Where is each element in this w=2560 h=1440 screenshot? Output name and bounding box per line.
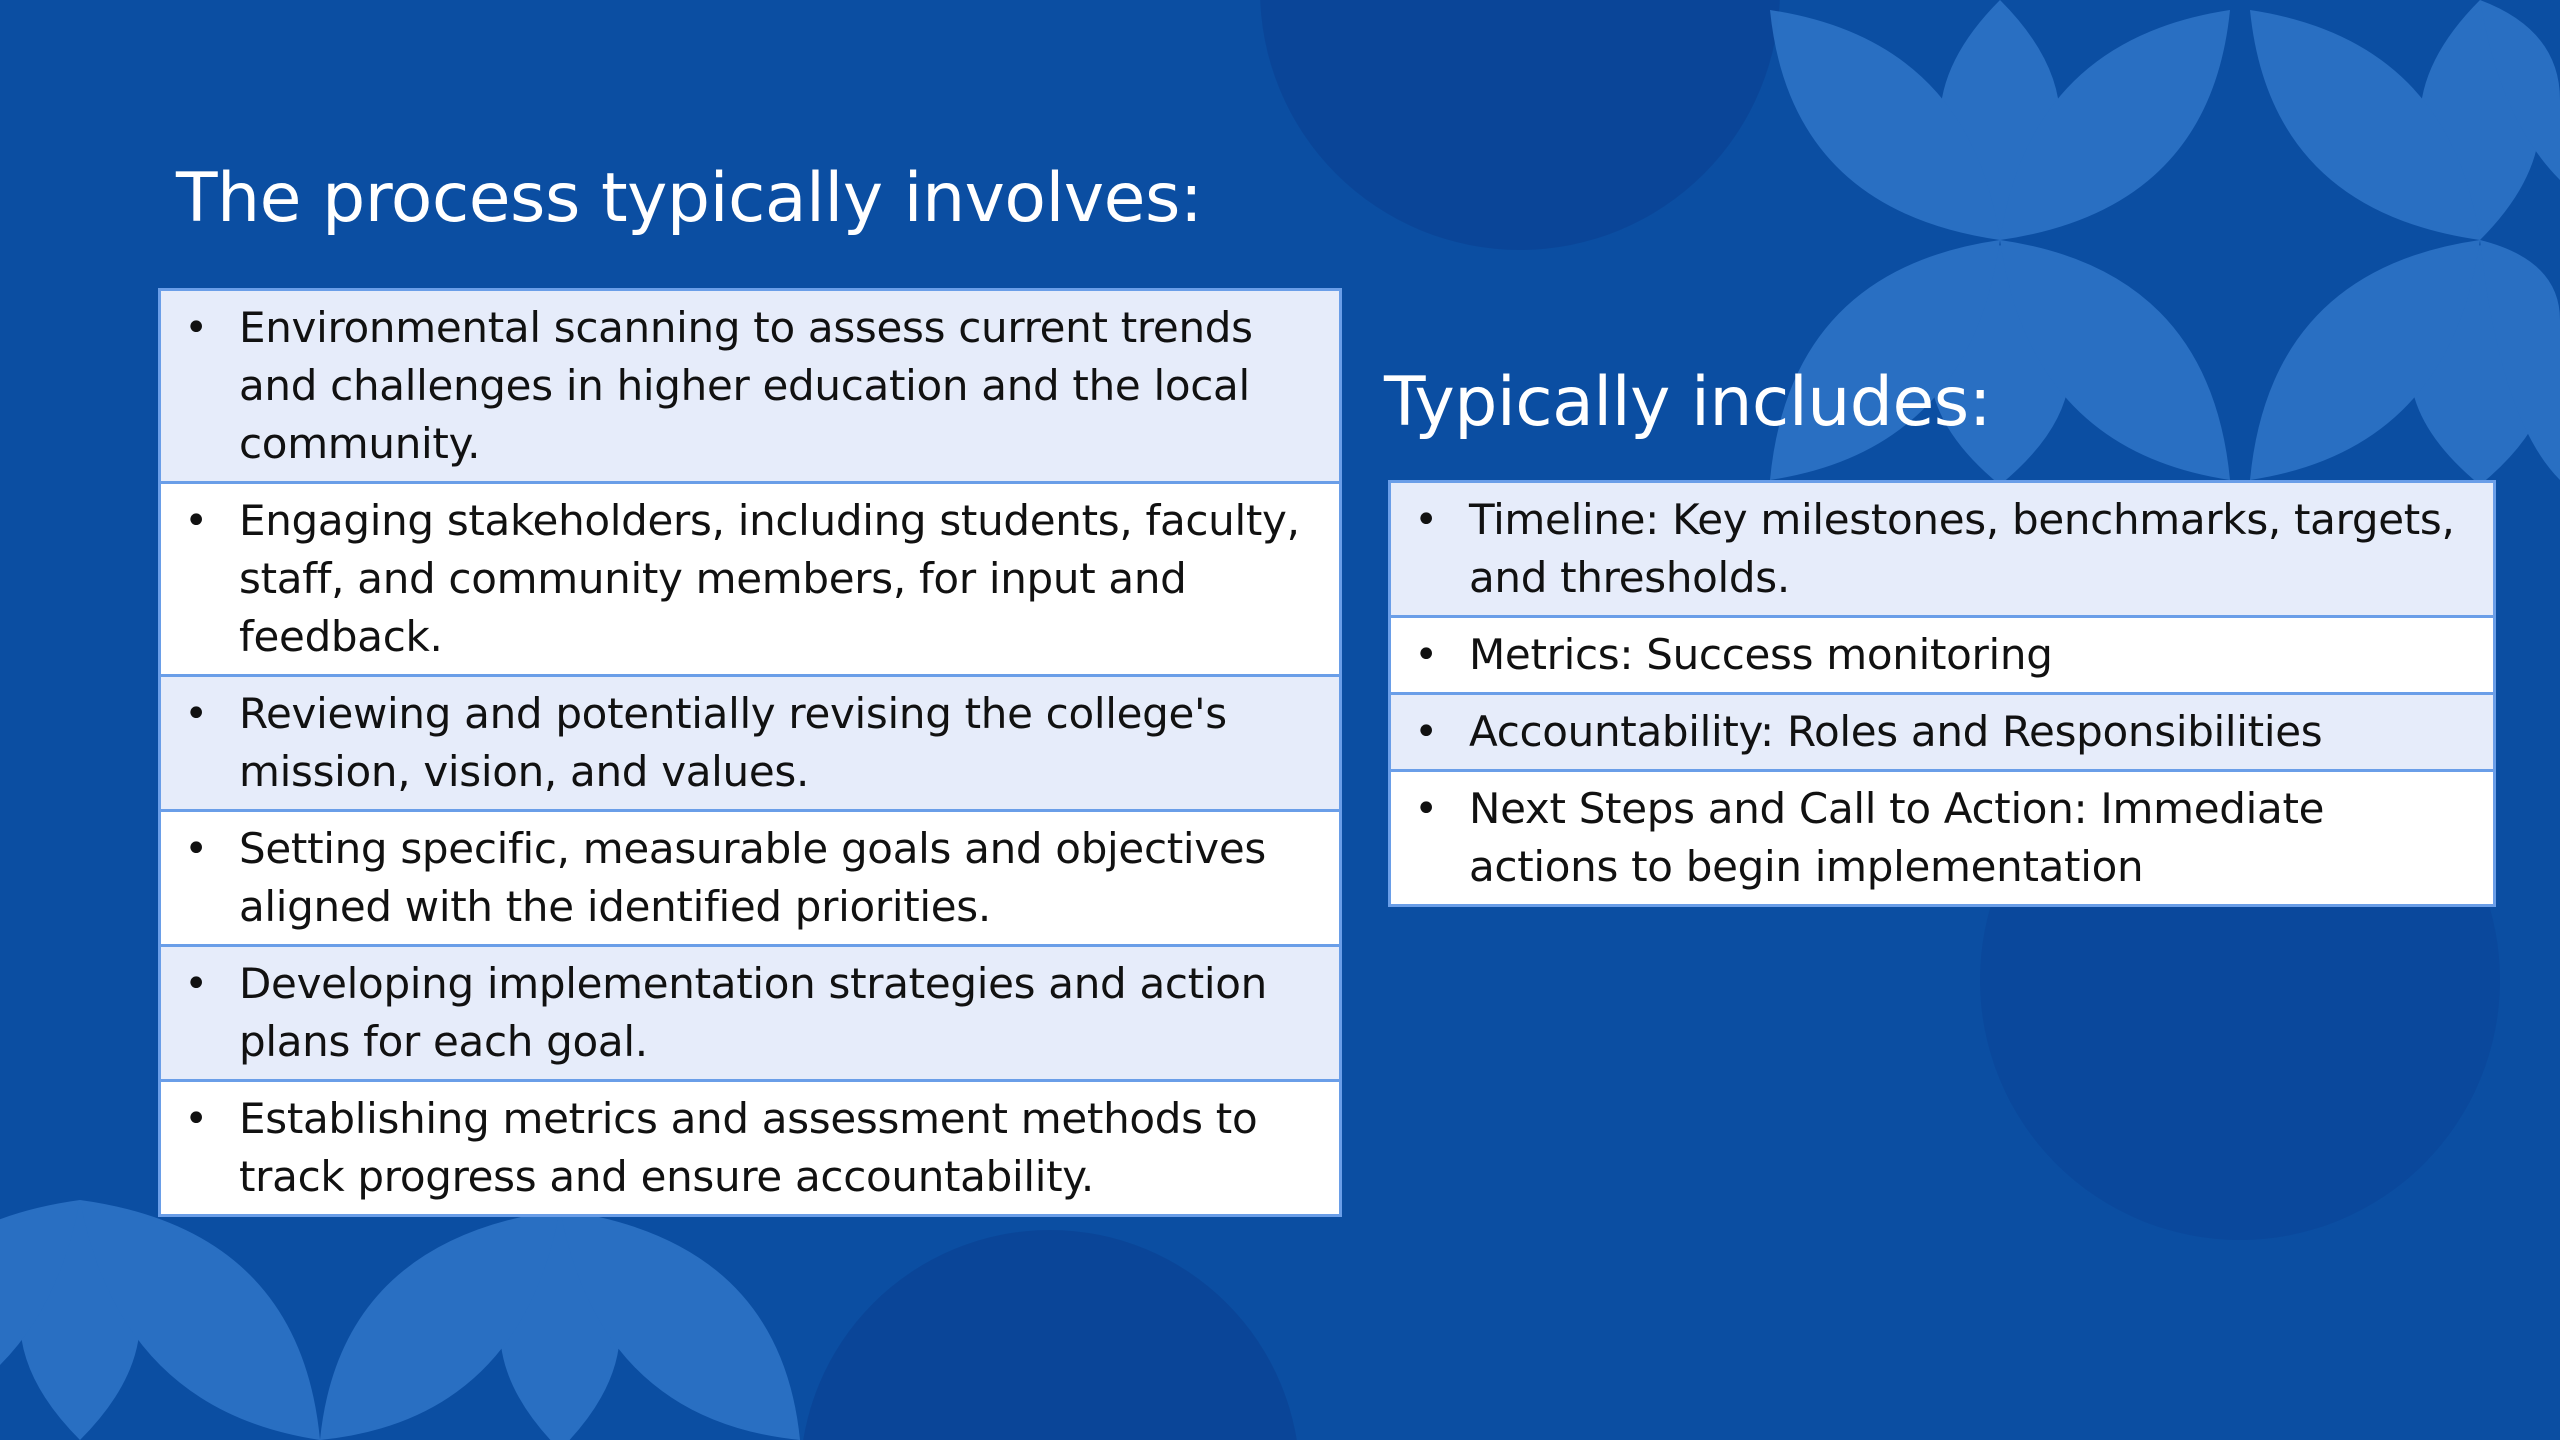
process-step-item [161, 291, 1339, 481]
plan-content-text: Timeline: Key milestones, benchmarks, targets, and thresholds. [1469, 495, 2455, 602]
process-step-text: Setting specific, measurable goals and objectives aligned with the identified priorities. [239, 824, 1266, 931]
bullet-icon: • [1414, 786, 1438, 832]
process-step-text: Environmental scanning to assess current trends and challenges in higher education and the local community. [239, 303, 1253, 468]
bullet-icon: • [184, 961, 208, 1007]
plan-content-item [1391, 483, 2493, 615]
plan-content-text: Metrics: Success monitoring [1469, 630, 2053, 679]
bullet-icon: • [1414, 497, 1438, 543]
bullet-icon: • [184, 498, 208, 544]
left-heading: The process typically involves: [176, 159, 1203, 238]
process-step-item [161, 674, 1339, 809]
process-step-item [161, 481, 1339, 674]
plan-content-item [1391, 692, 2493, 769]
plan-content-text: Next Steps and Call to Action: Immediate actions to begin implementation [1469, 784, 2325, 891]
bullet-icon: • [184, 1096, 208, 1142]
plan-content-item [1391, 615, 2493, 692]
process-step-text: Engaging stakeholders, including students, faculty, staff, and community members, for input and feedback. [239, 496, 1300, 661]
plan-content-item [1391, 769, 2493, 904]
process-step-text: Establishing metrics and assessment methods to track progress and ensure accountability. [239, 1094, 1258, 1201]
bullet-icon: • [184, 826, 208, 872]
process-step-text: Reviewing and potentially revising the college's mission, vision, and values. [239, 689, 1227, 796]
process-step-item [161, 944, 1339, 1079]
process-step-item [161, 1079, 1339, 1214]
process-step-text: Developing implementation strategies and action plans for each goal. [239, 959, 1267, 1066]
bullet-icon: • [1414, 709, 1438, 755]
right-heading: Typically includes: [1384, 363, 1992, 442]
plan-content-text: Accountability: Roles and Responsibilities [1469, 707, 2323, 756]
process-step-item [161, 809, 1339, 944]
bullet-icon: • [1414, 632, 1438, 678]
plan-contents-table [1388, 480, 2496, 907]
bullet-icon: • [184, 305, 208, 351]
bullet-icon: • [184, 691, 208, 737]
process-steps-table [158, 288, 1342, 1217]
